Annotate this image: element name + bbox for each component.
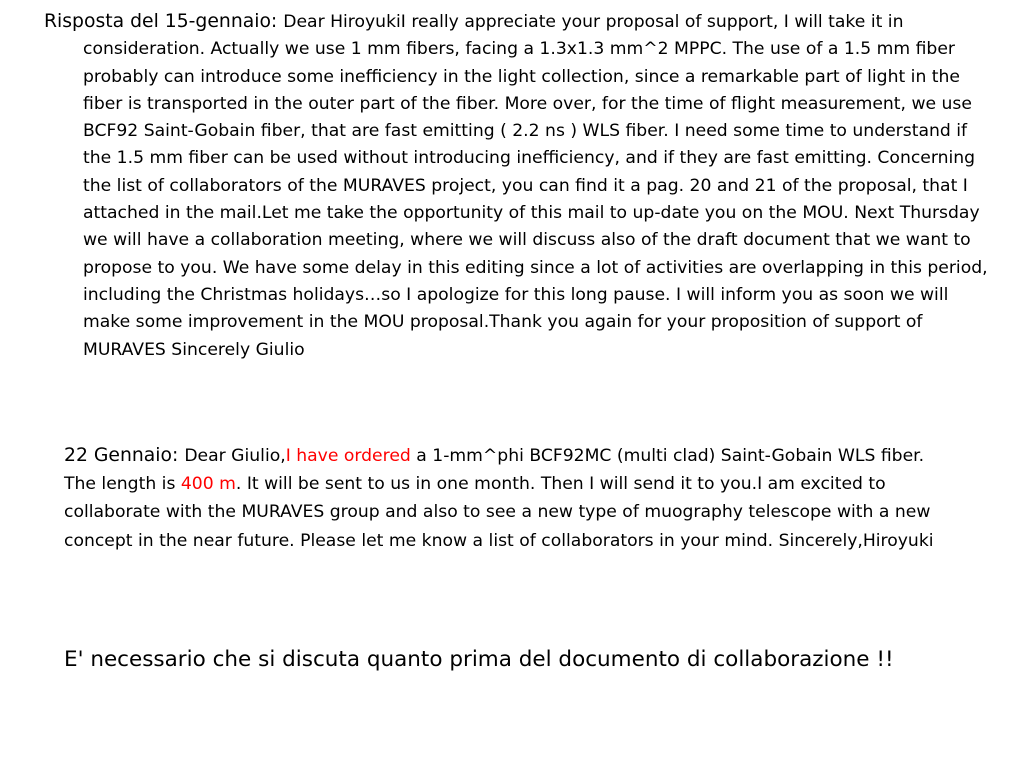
message-heading-jan-22: 22 Gennaio: [64, 445, 185, 466]
message-text-part-1: Dear Giulio, [184, 446, 286, 466]
highlight-ordered: I have ordered [285, 446, 411, 466]
closing-statement: E' necessario che si discuta quanto prima del documento di collaborazione !! [64, 647, 894, 672]
reply-paragraph-jan-15 [44, 8, 988, 364]
message-paragraph-jan-22 [64, 442, 944, 555]
message-text-part-2: a 1-mm^phi BCF92MC (multi clad) Saint-Gobain WLS fiber. The length is [64, 446, 925, 495]
highlight-length: 400 m [180, 474, 236, 495]
reply-body-jan-15: Dear HiroyukiI really appreciate your proposal of support, I will take it in consideration. Actually we use 1 mm fibers, facing a 1.3x1.3 mm^2 MPPC. The use of a 1.5 mm fiber probably can introduce some inefficiency in the light collection, since a remarkable part of light in the fiber is transported in the outer part of the fiber. More over, for the time of flight measurement, we use BCF92 Saint-Gobain fiber, that are fast emitting ( 2.2 ns ) WLS fiber. I need some time to understand if the 1.5 mm fiber can be used without introducing inefficiency, and if they are fast emitting. Concerning the list of collaborators of the MURAVES project, you can find it a pag. 20 and 21 of the proposal, that I attached in the mail.Let me take the opportunity of this mail to up-date you on the MOU. Next Thursday we will have a collaboration meeting, where we will discuss also of the draft document that we want to propose to you. We have some delay in this editing since a lot of activities are overlapping in this period, including the Christmas holidays…so I apologize for this long pause. I will inform you as soon we will make some improvement in the MOU proposal.Thank you again for your proposition of support of MURAVES Sincerely Giulio [83, 12, 988, 360]
message-text-part-3: . It will be sent to us in one month. Then I will send it to you.I am excited to collaborate with the MURAVES group and also to see a new type of muography telescope with a new concept in the near future. Please let me know a list of collaborators in your mind. Sincerely,Hiroyuki [64, 474, 934, 551]
reply-heading-jan-15: Risposta del 15-gennaio: [44, 11, 284, 32]
